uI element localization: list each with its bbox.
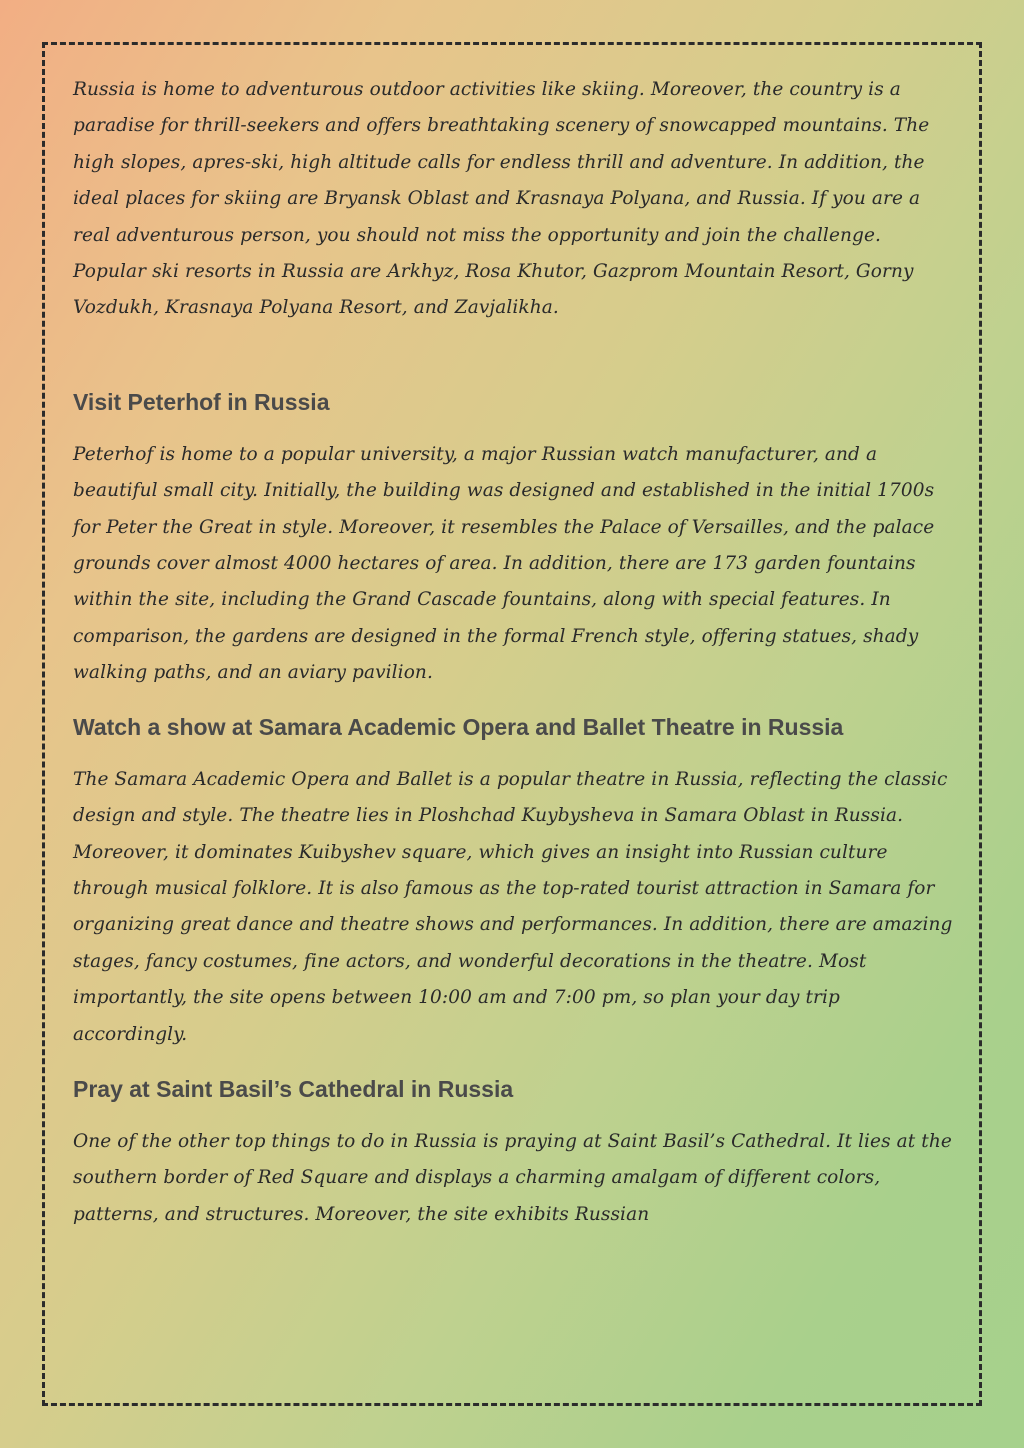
intro-paragraph: Russia is home to adventurous outdoor activities like skiing. Moreover, the country is a paradise for thrill-seekers and offers breathtaking scenery of snowcapped mountains. The high slopes, apres-ski, high altitude calls for endless thrill and adventure. In addition, the ideal places for skiing are Bryansk Oblast and Krasnaya Polyana, and Russia. If you are a real adventurous person, you should not miss the opportunity and join the challenge. Popular ski resorts in Russia are Arkhyz, Rosa Khutor, Gazprom Mountain Resort, Gorny Vozdukh, Krasnaya Polyana Resort, and Zavjalikha. [73,79,930,319]
heading-saint-basil: Pray at Saint Basil’s Cathedral in Russia [73,1075,514,1102]
samara-theatre-paragraph: The Samara Academic Opera and Ballet is a popular theatre in Russia, reflecting the classic design and style. The theatre lies in Ploshchad Kuybysheva in Samara Oblast in Russia. Moreover, it dominates Kuibyshev square, which gives an insight into Russian culture through musical folklore. It is also famous as the top-rated tourist attraction in Samara for organizing great dance and theatre shows and performances. In addition, there are amazing stages, fancy costumes, fine actors, and wonderful decorations in the theatre. Most importantly, the site opens between 10:00 am and 7:00 pm, so plan your day trip accordingly. [73,768,953,1045]
article-content [73,72,953,1233]
peterhof-paragraph: Peterhof is home to a popular university, a major Russian watch manufacturer, and a beautiful small city. Initially, the building was designed and established in the initial 1700s for Peter the Great in style. Moreover, it resembles the Palace of Versailles, and the palace grounds cover almost 4000 hectares of area. In addition, there are 173 garden fountains within the site, including the Grand Cascade fountains, along with special features. In comparison, the gardens are designed in the formal French style, offering statues, shady walking paths, and an aviary pavilion. [73,443,935,684]
saint-basil-paragraph: One of the other top things to do in Russia is praying at Saint Basil’s Cathedral. It lies at the southern border of Red Square and displays a charming amalgam of different colors, patterns, and structures. Moreover, the site exhibits Russian [73,1130,952,1225]
heading-peterhof: Visit Peterhof in Russia [73,388,330,415]
heading-samara-theatre: Watch a show at Samara Academic Opera and Ballet Theatre in Russia [73,713,844,740]
